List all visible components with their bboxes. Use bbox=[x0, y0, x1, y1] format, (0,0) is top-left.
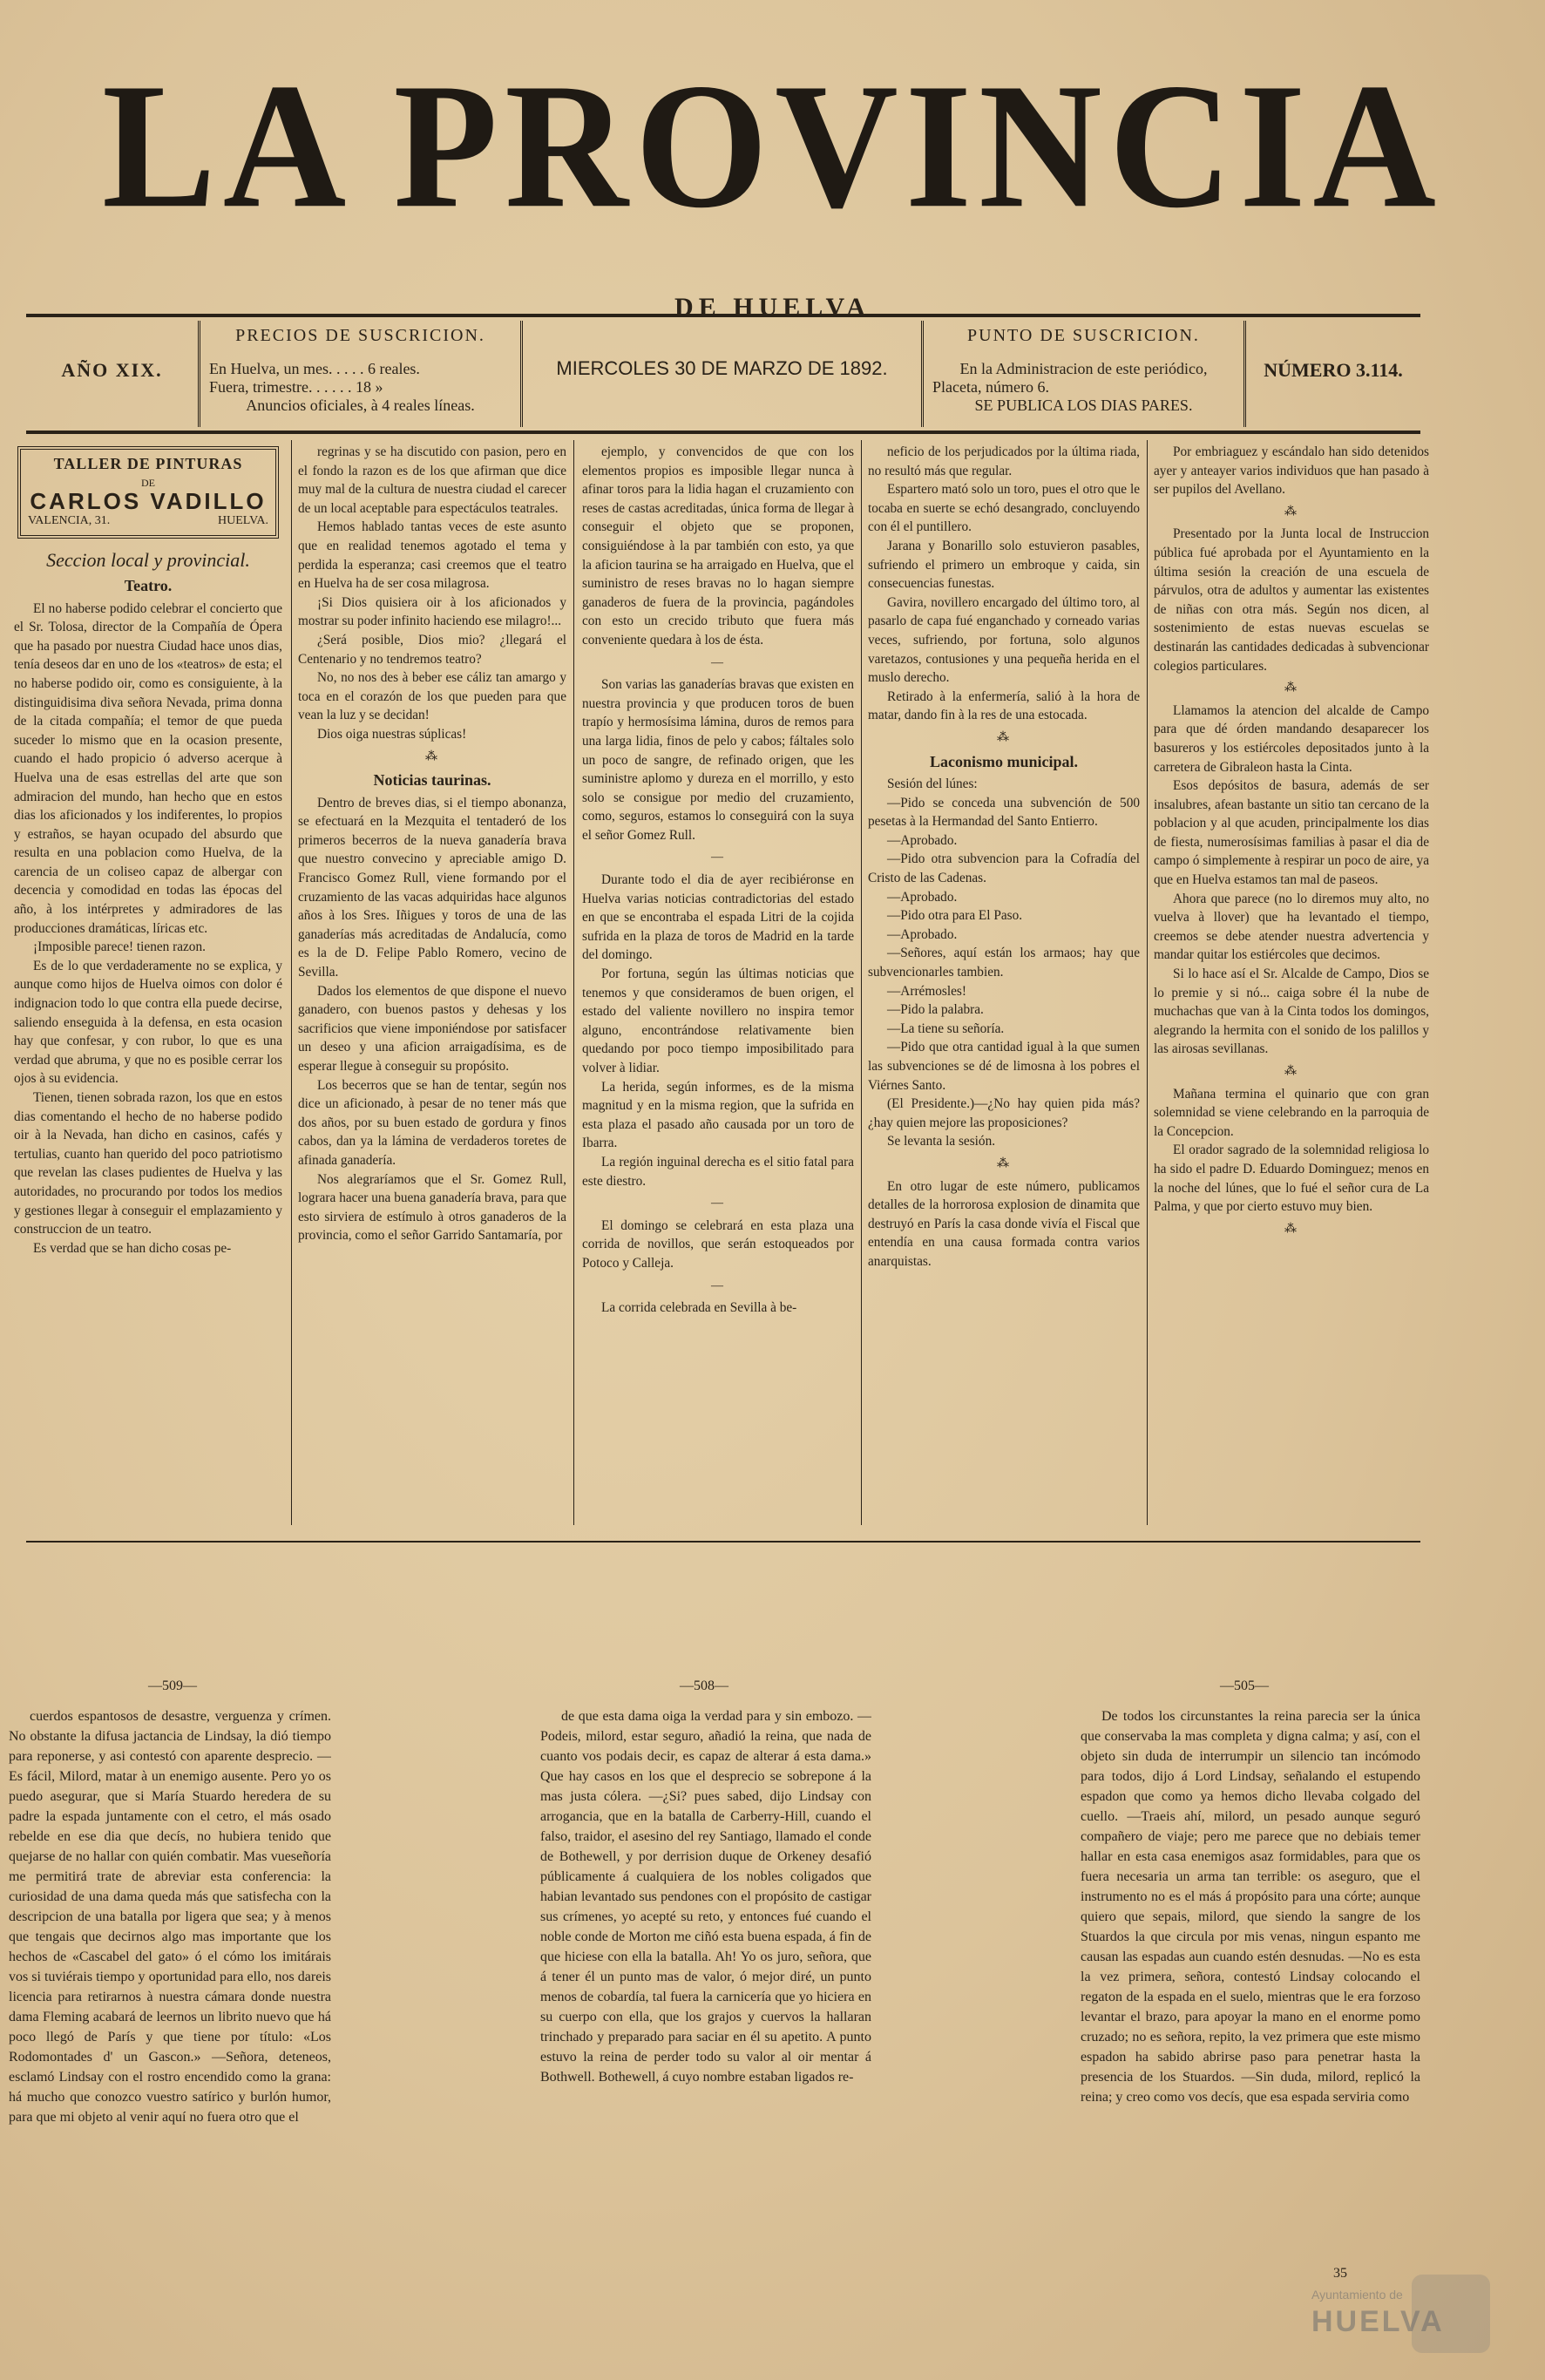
issue-number: NÚMERO 3.114. bbox=[1264, 359, 1403, 381]
paint-shop-advert bbox=[17, 446, 279, 539]
page-number: 35 bbox=[1333, 2266, 1347, 2281]
paragraph: —Pido que otra cantidad igual à la que sumen las subvenciones se dé de limosna à los pobres el Viérnes Santo. bbox=[868, 1040, 1140, 1093]
paragraph: Llamamos la atencion del alcalde de Campo para que dé órden mandando desaparecer los basureros y los estiércoles depositados junto à la carretera de Gibraleon hasta la Cinta. bbox=[1154, 702, 1429, 775]
column-divider bbox=[1147, 440, 1148, 1525]
paragraph: Durante todo el dia de ayer recibiéronse en Huelva varias noticias contradictorias del estado en que se encontraba el espada Litri de la cojida sufrida en la plaza de toros de Madrid en la tarde del domingo. bbox=[582, 872, 854, 963]
paragraph: —Aprobado. bbox=[887, 889, 958, 905]
feuilleton-column-3 bbox=[1081, 1706, 1420, 2316]
feuilleton-page-number: —508— bbox=[680, 1678, 728, 1693]
feuilleton-page-number: —509— bbox=[148, 1678, 197, 1693]
paragraph: de que esta dama oiga la verdad para y sin embozo. —Podeis, milord, estar seguro, añadió la reina, que nada de cuanto vos podais decir, es capaz de alterar á esta dama.» Que hay casos en los que el desprecio se sobrepone á la mas justa cólera. —¿Si? pues sabed, dijo Lindsay con arrogancia, que en la batalla de Carberry-Hill, cuando el falso, traidor, el asesino del rey Santiago, llamado el conde de Bothewell, y por derrision duque de Orkeney desafió públicamente á cualquiera de los nobles coligados que habian levantado sus pendones con el propósito de castigar sus crímenes, yo acepté su reto, y entonces fué cuando el noble conde de Morton me ciñó esta buena espada, á fin de que hiciese con ella la batalla. Ah! Yo os juro, señora, que á tener él un punto mas de valor, ó mejor diré, un punto menos de cobardía, tal fuera la carnicería que yo hiciera en su cuerpo con ella, que los grajos y cuervos la hallaran trinchado y preparado para saciar en él su apetito. A punto estuvo la reina de perder todo su valor al oir mentar á Bothwell. Bothewell, á cuyo nombre estaban ligados re- bbox=[540, 1709, 871, 2085]
advert-address bbox=[28, 512, 268, 531]
paragraph: De todos los circunstantes la reina parecia ser la única que conservaba la mas completa y digna calma; y así, con el objeto sin duda de interrumpir un silencio tan incómodo para todos, dijo á Lord Lindsay, señalando el estupendo espadon que como ya hemos dicho llevaba colgado del cuello. —Traeis ahí, milord, un pesado aunque seguró compañero de viaje; pero me parece que no debiais temer hallar en esta casa enemigos asaz formidables, para que os fuera necesaria un arma tan terrible: os aseguro, que el instrumento no es el más á propósito para una córte; aunque quiero que sepais, milord, que siendo la sangre de los Stuardos la que circula por mis venas, ningun espanto me causan las espadas aun cuando estén desnudas. —No es esta la vez primera, señora, contestó Lindsay colocando el regaton de la espada en el suelo, mientras que le era forzoso levantar el brazo, para apoyar la mano en el enorme pomo cruzado; no es señora, repito, la vez primera que este mismo espadon ha sabido abrirse paso para penetrar hasta la presencia de los Stuardos. —Sin duda, milord, replicó la reina; y creo como vos decís, que esa espada serviria como bbox=[1081, 1709, 1420, 2105]
article-heading: Noticias taurinas. bbox=[373, 771, 491, 790]
year-cell bbox=[26, 321, 200, 427]
column-divider bbox=[573, 440, 574, 1525]
paragraph: Es de lo que verdaderamente no se explica, y aunque como hijos de Huelva oimos con dolor é indignacion todo lo que contra ella puede decirse, saliendo enseguida à la defensa, en esta ocasion hay que confesar, y con rubor, lo que es una verdad que abruma, y que no es posible cerrar los ojos à su evidencia. bbox=[14, 958, 282, 1087]
column-5 bbox=[1154, 443, 1429, 1523]
column-divider bbox=[291, 440, 292, 1525]
paragraph: —Pido otra para El Paso. bbox=[887, 908, 1023, 924]
prices-line-2: Fuera, trimestre. . . . . . 18 » bbox=[209, 378, 383, 396]
paragraph: —La tiene su señoría. bbox=[887, 1020, 1005, 1036]
number-cell bbox=[1246, 321, 1420, 427]
paragraph: Gavira, novillero encargado del último toro, al pasarlo de capa fué enganchado y corneado varias veces, sufriendo, por fortuna, solo algunos varetazos, contusiones y una pequeña herida en el muslo derecho. bbox=[868, 594, 1140, 686]
paragraph: ejemplo, y convencidos de que con los elementos propios es imposible llegar nunca à afinar toros para la lidia hagan el cruzamiento con reses de castas acreditadas, única forma de llegar à conseguir el objeto que se proponen, consiguiéndose à la par también con esto, ya que la aficion taurina se ha arraigado en Huelva, que el suministro de reses bravas no lo hagan siempre ganaderos de fuera de la provincia, pagándoles con esto un crecido tributo que fuera más conveniente quedara à los de ésta. bbox=[582, 444, 854, 648]
paragraph: Tienen, tienen sobrada razon, los que en estos dias comentando el hecho de no haberse podido oir à la Nevada, han dicho en casinos, cafés y tertulias, cuanto han querido del poco patriotismo que revelan las clases pudientes de Huelva y las autoridades, no procurando por todos los medios y gestiones llegar à conseguir el emplazamiento y construccion de un teatro. bbox=[14, 1090, 282, 1237]
paragraph: —Aprobado. bbox=[887, 832, 958, 848]
separator-asterisks: ⁂ bbox=[1284, 681, 1298, 695]
paragraph: ¡Si Dios quisiera oir à los aficionados y mostrar su poder infinito haciendo ese milagro!... bbox=[298, 594, 566, 629]
feuilleton-column-2 bbox=[540, 1706, 871, 2316]
paragraph: El orador sagrado de la solemnidad religiosa lo ha sido el padre D. Eduardo Dominguez; menos en la noche del lúnes, que lo fué el señor cura de La Palma, y que por cierto estuvo muy bien. bbox=[1154, 1143, 1429, 1215]
separator-asterisks: ⁂ bbox=[1284, 1065, 1298, 1078]
paragraph: Mañana termina el quinario que con gran solemnidad se viene celebrando en la parroquia de la Concepcion. bbox=[1154, 1086, 1429, 1139]
paragraph: Es verdad que se han dicho cosas pe- bbox=[33, 1240, 232, 1256]
advert-city: HUELVA. bbox=[218, 513, 268, 527]
paragraph: Sesión del lúnes: bbox=[887, 776, 978, 792]
separator-asterisks: ⁂ bbox=[1284, 505, 1298, 519]
paragraph: Por fortuna, según las últimas noticias que tenemos y que consideramos de buen origen, el estado del valiente novillero no inspira temor alguno, encontrándose relativamente bien quedando por poco tiempo imposibilitado para volver à lidiar. bbox=[582, 966, 854, 1075]
paragraph: cuerdos espantosos de desastre, verguenza y crímen. No obstante la difusa jactancia de Lindsay, la dió tiempo para reponerse, y asi contestó con aparente desprecio. —Es fácil, Milord, matar à un enemigo ausente. Pero yo os puedo asegurar, que si María Stuardo heredera de su padre la espada juntamente con el cetro, el más osado rebelde en ese dia que decís, no hubiera tenido que quejarse de no hallar con quién combatir. Mas vueseñoría me permitirá trate de abreviar esta conferencia: la curiosidad de una dama queda más que satisfecha con la descripcion de una batalla por ligera que sea; y à menos que tengais que decirnos algo mas importante que los hechos de «Cascabel del gato» ó el cómo los imitárais vos si tuviérais tiempo y oportunidad para ello, nos dareis licencia para retirarnos à nuestra cámara donde nuestra dama Fleming acabará de leernos un librito nuevo que há poco llegó de París y que tiene por título: «Los Rodomontades d' un Gascon.» —Señora, deteneos, esclamó Lindsay con el rostro encendido como la grana: há mucho que conozco vuestro satírico y burlón humor, para que mi objeto al venir aquí no fuera otro que el bbox=[9, 1709, 331, 2125]
column-1 bbox=[14, 443, 282, 1523]
advert-line-1: TALLER DE PINTURAS bbox=[53, 455, 243, 472]
advert-line-3: CARLOS VADILLO bbox=[30, 488, 267, 515]
column-3 bbox=[582, 443, 854, 1523]
paragraph: —Aprobado. bbox=[887, 926, 958, 942]
issue-date: MIERCOLES 30 DE MARZO DE 1892. bbox=[556, 357, 888, 379]
year-label: AÑO XIX. bbox=[61, 359, 163, 381]
prices-line-1: En Huelva, un mes. . . . . 6 reales. bbox=[209, 360, 420, 377]
paragraph: Se levanta la sesión. bbox=[887, 1134, 996, 1149]
paragraph: Espartero mató solo un toro, pues el otro que le tocaba en suerte se echó desangrado, concluyendo con él el puntillero. bbox=[868, 482, 1140, 535]
header-rule-bottom bbox=[26, 431, 1420, 434]
paragraph: En otro lugar de este número, publicamos detalles de la horrorosa explosion de dinamita que destruyó en París la casa donde vivía el Fiscal que entendía en una causa formada contra varios anarquistas. bbox=[868, 1178, 1140, 1269]
column-divider bbox=[861, 440, 862, 1525]
separator-dash: — bbox=[711, 655, 725, 669]
subscription-heading: PUNTO DE SUSCRICION. bbox=[967, 326, 1200, 345]
paragraph: Nos alegraríamos que el Sr. Gomez Rull, lograra hacer una buena ganadería brava, para que esto sirviera de estímulo à otros ganaderos de la provincia, como el señor Garrido Santamaría, por bbox=[298, 1171, 566, 1244]
paragraph: —Pido la palabra. bbox=[887, 1002, 984, 1018]
paragraph: Dios oiga nuestras súplicas! bbox=[317, 726, 467, 742]
paragraph: Esos depósitos de basura, además de ser insalubres, afean bastante un sitio tan cercano de la poblacion y al que acuden, principalmente los dias de fiesta, numerosísimas familias à pasar el dia de campo ó simplemente à respirar un poco de aire, ya que en Huelva estamos tan mal de paseos. bbox=[1154, 778, 1429, 888]
paragraph: Jarana y Bonarillo solo estuvieron pasables, sufriendo el primero un embroque y caida, sin consecuencias funestas. bbox=[868, 538, 1140, 592]
paragraph: Retirado à la enfermería, salió à la hora de matar, dando fin à la res de una estocada. bbox=[868, 688, 1140, 723]
separator-dash: — bbox=[711, 1197, 725, 1210]
paragraph: Hemos hablado tantas veces de este asunto que en realidad tenemos agotado el tema y perdida la esperanza; casi creemos que el teatro en Huelva ha de ser cosa milagrosa. bbox=[298, 519, 566, 592]
paragraph: El domingo se celebrará en esta plaza una corrida de novillos, que serán estoqueados por Potoco y Calleja. bbox=[582, 1217, 854, 1271]
separator-asterisks: ⁂ bbox=[1284, 1222, 1298, 1236]
advert-street: VALENCIA, 31. bbox=[28, 513, 111, 527]
paragraph: Los becerros que se han de tentar, según nos dice un aficionado, à pesar de no tener más que dos años, por su buen estado de gordura y finos cabos, dan ya la lámina de verdaderos toretes de afinada ganadería. bbox=[298, 1077, 566, 1168]
paragraph: Ahora que parece (no lo diremos muy alto, no vuelva à llover) que ha levantado el tiempo, creemos se debe atender nuestra advertencia y mandar quitar los estiércoles que decimos. bbox=[1154, 891, 1429, 963]
subscription-line-3: SE PUBLICA LOS DIAS PARES. bbox=[974, 397, 1193, 414]
separator-dash: — bbox=[711, 851, 725, 865]
paragraph: La corrida celebrada en Sevilla à be- bbox=[601, 1300, 797, 1316]
column-4 bbox=[868, 443, 1140, 1523]
paragraph: —Señores, aquí están los armaos; hay que subvencionarles tambien. bbox=[868, 946, 1140, 980]
separator-asterisks: ⁂ bbox=[425, 749, 439, 763]
separator-dash: — bbox=[711, 1278, 725, 1292]
paragraph: (El Presidente.)—¿No hay quien pida más? ¿hay quien mejore las proposiciones? bbox=[868, 1096, 1140, 1130]
article-heading: Teatro. bbox=[124, 576, 173, 594]
separator-asterisks: ⁂ bbox=[997, 1156, 1011, 1170]
paragraph: No, no nos des à beber ese cáliz tan amargo y toca en el corazón de los que pueden para que vean la luz y se decidan! bbox=[298, 670, 566, 723]
paragraph: Dados los elementos de que dispone el nuevo ganadero, con buenos pastos y dehesas y los sacrificios que viene imponiéndose por satisfacer un deseo y una aficion arraigadísima, es de esperar llegue à conseguir su propósito. bbox=[298, 983, 566, 1074]
subscription-line-1: En la Administracion de este periódico, bbox=[959, 360, 1208, 377]
paragraph: —Pido otra subvencion para la Cofradía del Cristo de las Cadenas. bbox=[868, 851, 1140, 886]
article-heading: Laconismo municipal. bbox=[929, 752, 1079, 770]
prices-heading: PRECIOS DE SUSCRICION. bbox=[235, 326, 485, 345]
paragraph: ¡Imposible parece! tienen razon. bbox=[33, 939, 206, 955]
newspaper-subtitle: DE HUELVA bbox=[674, 293, 871, 322]
paragraph: regrinas y se ha discutido con pasion, pero en el fondo la razon es de los que afirman que dice muy mal de la cultura de nuestra ciudad el carecer de un local aceptable para espectáculos teatrales. bbox=[298, 444, 566, 516]
subscription-box bbox=[924, 321, 1246, 427]
header-rule-top bbox=[26, 314, 1420, 317]
feuilleton-page-number: —505— bbox=[1220, 1678, 1269, 1693]
paragraph: Por embriaguez y escándalo han sido detenidos ayer y anteayer varios individuos que han pasado à ser pupilos del Avellano. bbox=[1154, 444, 1429, 498]
watermark-text: HUELVA bbox=[1311, 2305, 1445, 2338]
paragraph: La región inguinal derecha es el sitio fatal para este diestro. bbox=[582, 1154, 854, 1189]
separator-asterisks: ⁂ bbox=[997, 730, 1011, 744]
paragraph: La herida, según informes, es de la misma magnitud y en la misma region, que la sufrida en esta plaza el pasado año causada por un toro de Ibarra. bbox=[582, 1079, 854, 1151]
feuilleton-rule bbox=[26, 1541, 1420, 1543]
watermark-small: Ayuntamiento de bbox=[1311, 2288, 1403, 2302]
column-2 bbox=[298, 443, 566, 1523]
prices-box bbox=[200, 321, 523, 427]
paragraph: El no haberse podido celebrar el concierto que el Sr. Tolosa, director de la Compañía de Ópera que ha pasado por nuestra Ciudad hace unos dias, tenía deseos dar en uno de los «teatros» de esta; el no haberse podido oir, como es consiguiente, à la distinguidisima diva señora Nevada, prima donna de la citada compañía; el temor de que pueda suceder lo mismo que en la ocasion presente, cuando el hado propicio ó adverso acerque à Huelva una de esas estrellas del arte que son admiracion del mundo, han hecho que en estos dias los aficionados y los indiferentes, lo propios y estraños, se hayan ocupado del absurdo que resulta en una poblacion como Huelva, de la carencia de un coliseo capaz de albergar con decencia y comodidad en todas las épocas del año, à los intérpretes y admiradores de las producciones dramáticas, líricas etc. bbox=[14, 600, 282, 936]
prices-line-3: Anuncios oficiales, à 4 reales líneas. bbox=[246, 397, 475, 414]
date-cell bbox=[523, 321, 924, 427]
paragraph: Presentado por la Junta local de Instruccion pública fué aprobada por el Ayuntamiento en la última sesión la creación de una escuela de párvulos, otra de adultos y aumentar las existentes de niñas con otra más. Según nos dicen, al sostenimiento de estas nuevas escuelas se destinarán las cantidades dedicadas à subvencionar colegios particulares. bbox=[1154, 526, 1429, 674]
paragraph: —Pido se conceda una subvención de 500 pesetas à la Hermandad del Santo Entierro. bbox=[868, 795, 1140, 830]
paragraph: ¿Será posible, Dios mio? ¿llegará el Centenario y no tendremos teatro? bbox=[298, 632, 566, 667]
subscription-line-2: Placeta, número 6. bbox=[932, 378, 1049, 396]
paragraph: Si lo hace así el Sr. Alcalde de Campo, Dios se lo premie y si nó... caiga sobre él la nube de muchachas que van à la Cinta todos los domingos, alegrando la hermita con el sonido de los palillos y las airosas sevillanas. bbox=[1154, 966, 1429, 1057]
masthead bbox=[0, 46, 1545, 322]
newspaper-title: LA PROVINCIA bbox=[102, 46, 1443, 246]
advert-line-2: DE bbox=[141, 476, 155, 489]
paragraph: Son varias las ganaderías bravas que existen en nuestra provincia y que producen toros de buen trapío y hermosísima lámina, duros de remos para una larga lidia, finos de pelo y cabos; fáltales solo un poco de sangre, de refinado origen, que les suministre aplomo y dureza en el morrillo, y esto solo se consigue por medio del cruzamiento, como, seguros, estamos lo conseguirá con la suya el señor Gomez Rull. bbox=[582, 677, 854, 843]
paragraph: Dentro de breves dias, si el tiempo abonanza, se efectuará en la Mezquita el tentaderó de los primeros becerros de la nueva ganadería brava que nuestro convecino y apreciable amigo D. Francisco Gomez Rull, viene formando por el cruzamiento de las vacas adquiridas hace algunos años à los Sres. Iñigues y toros de una de las ganaderías más acreditadas de Andalucía, como es la de D. Felipe Pablo Romero, vecino de Sevilla. bbox=[298, 795, 566, 980]
info-bar bbox=[26, 321, 1420, 427]
paragraph: neficio de los perjudicados por la última riada, no resultó más que regular. bbox=[868, 444, 1140, 478]
section-heading: Seccion local y provincial. bbox=[46, 549, 250, 572]
feuilleton-column-1 bbox=[9, 1706, 331, 2316]
paragraph: —Arrémosles! bbox=[887, 983, 966, 999]
